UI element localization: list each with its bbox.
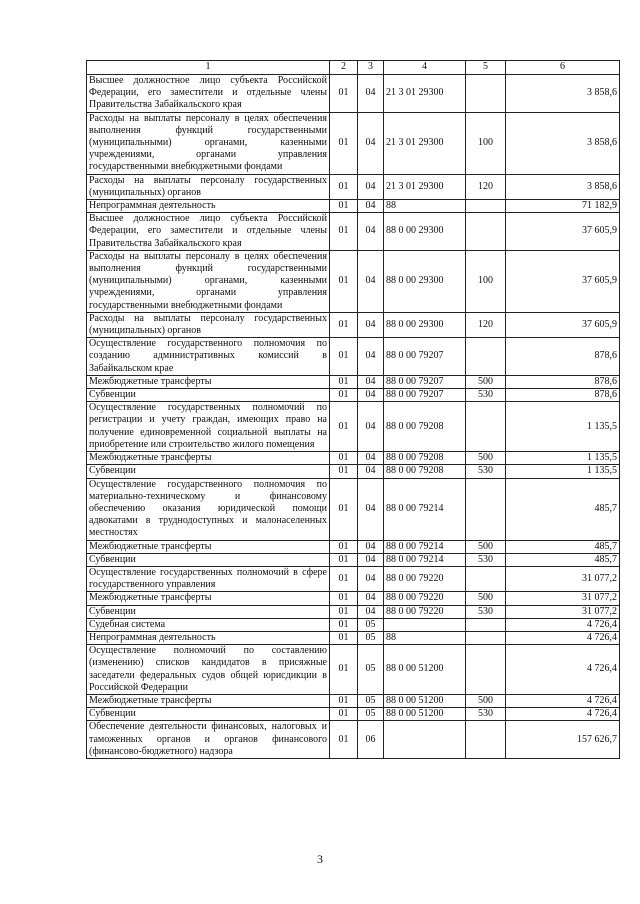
- row-target-article: 88 0 00 79214: [384, 478, 466, 540]
- row-target-article: 88 0 00 29300: [384, 213, 466, 251]
- table-row: [87, 312, 620, 337]
- row-name: Субвенции: [87, 708, 330, 721]
- row-target-article: 88: [384, 631, 466, 644]
- row-subsection: 05: [358, 645, 384, 695]
- row-name: Высшее должностное лицо субъекта Российской Федерации, его заместители и отдельные члены Правительства Забайкальского края: [87, 75, 330, 113]
- page-number: 3: [317, 852, 323, 866]
- row-name: Обеспечение деятельности финансовых, налоговых и таможенных органов и органов финансового (финансово-бюджетного) надзора: [87, 721, 330, 759]
- row-amount: 37 605,9: [506, 250, 620, 312]
- row-name: Расходы на выплаты персоналу в целях обеспечения выполнения функций государственными (муниципальными) органами, казенными учреждениями, органами управления государственными внебюджетными фондами: [87, 112, 330, 174]
- row-target-article: 88 0 00 29300: [384, 312, 466, 337]
- row-expense-type: 500: [466, 592, 506, 605]
- row-target-article: 21 3 01 29300: [384, 174, 466, 199]
- row-target-article: 88 0 00 79208: [384, 452, 466, 465]
- table-row: [87, 402, 620, 452]
- row-subsection: 06: [358, 721, 384, 759]
- row-amount: 3 858,6: [506, 112, 620, 174]
- column-header-6: 6: [506, 61, 620, 75]
- table-row: [87, 465, 620, 478]
- row-subsection: 04: [358, 174, 384, 199]
- row-amount: 4 726,4: [506, 631, 620, 644]
- row-target-article: 88 0 00 79214: [384, 540, 466, 553]
- row-section: 01: [330, 694, 358, 707]
- row-amount: 878,6: [506, 389, 620, 402]
- table-row: [87, 631, 620, 644]
- row-name: Непрограммная деятельность: [87, 200, 330, 213]
- row-target-article: 88 0 00 79220: [384, 592, 466, 605]
- row-amount: 878,6: [506, 375, 620, 388]
- row-subsection: 04: [358, 566, 384, 591]
- row-section: 01: [330, 721, 358, 759]
- table-row: [87, 721, 620, 759]
- row-section: 01: [330, 465, 358, 478]
- row-expense-type: 530: [466, 708, 506, 721]
- row-section: 01: [330, 312, 358, 337]
- row-name: Межбюджетные трансферты: [87, 452, 330, 465]
- row-subsection: 04: [358, 312, 384, 337]
- row-name: Межбюджетные трансферты: [87, 540, 330, 553]
- row-name: Судебная система: [87, 618, 330, 631]
- row-target-article: 88 0 00 79208: [384, 465, 466, 478]
- table-row: [87, 200, 620, 213]
- header-row: [87, 61, 620, 75]
- table-row: [87, 618, 620, 631]
- row-expense-type: [466, 631, 506, 644]
- row-amount: 4 726,4: [506, 694, 620, 707]
- row-section: 01: [330, 174, 358, 199]
- row-expense-type: 530: [466, 605, 506, 618]
- row-target-article: 88 0 00 79214: [384, 553, 466, 566]
- row-name: Межбюджетные трансферты: [87, 375, 330, 388]
- row-subsection: 05: [358, 694, 384, 707]
- row-name: Межбюджетные трансферты: [87, 592, 330, 605]
- row-subsection: 04: [358, 465, 384, 478]
- row-name: Осуществление государственных полномочий в сфере государственного управления: [87, 566, 330, 591]
- row-name: Осуществление государственных полномочий по регистрации и учету граждан, имеющих право на получение единовременной социальной выплаты на приобретение или строительство жилого помещения: [87, 402, 330, 452]
- row-expense-type: [466, 478, 506, 540]
- row-name: Субвенции: [87, 605, 330, 618]
- row-expense-type: [466, 566, 506, 591]
- row-section: 01: [330, 75, 358, 113]
- table-row: [87, 645, 620, 695]
- row-section: 01: [330, 540, 358, 553]
- row-amount: 485,7: [506, 553, 620, 566]
- row-target-article: 88 0 00 79207: [384, 338, 466, 376]
- row-amount: 37 605,9: [506, 213, 620, 251]
- row-subsection: 04: [358, 250, 384, 312]
- row-section: 01: [330, 618, 358, 631]
- table-row: [87, 338, 620, 376]
- row-amount: 1 135,5: [506, 465, 620, 478]
- row-name: Межбюджетные трансферты: [87, 694, 330, 707]
- row-subsection: 04: [358, 605, 384, 618]
- row-expense-type: 530: [466, 465, 506, 478]
- row-name: Высшее должностное лицо субъекта Российской Федерации, его заместители и отдельные члены Правительства Забайкальского края: [87, 213, 330, 251]
- column-header-4: 4: [384, 61, 466, 75]
- row-subsection: 04: [358, 338, 384, 376]
- row-amount: 878,6: [506, 338, 620, 376]
- row-section: 01: [330, 250, 358, 312]
- row-name: Субвенции: [87, 465, 330, 478]
- table-row: [87, 75, 620, 113]
- row-target-article: 88: [384, 200, 466, 213]
- row-amount: 3 858,6: [506, 174, 620, 199]
- row-amount: 1 135,5: [506, 452, 620, 465]
- row-amount: 71 182,9: [506, 200, 620, 213]
- row-target-article: 88 0 00 79208: [384, 402, 466, 452]
- row-section: 01: [330, 213, 358, 251]
- table-row: [87, 478, 620, 540]
- row-target-article: 88 0 00 51200: [384, 694, 466, 707]
- row-amount: 37 605,9: [506, 312, 620, 337]
- row-section: 01: [330, 592, 358, 605]
- row-name: Непрограммная деятельность: [87, 631, 330, 644]
- row-name: Расходы на выплаты персоналу в целях обеспечения выполнения функций государственными (муниципальными) органами, казенными учреждениями, органами управления государственными внебюджетными фондами: [87, 250, 330, 312]
- row-amount: 3 858,6: [506, 75, 620, 113]
- row-section: 01: [330, 375, 358, 388]
- row-expense-type: [466, 75, 506, 113]
- row-amount: 1 135,5: [506, 402, 620, 452]
- column-header-5: 5: [466, 61, 506, 75]
- table-row: [87, 708, 620, 721]
- row-amount: 157 626,7: [506, 721, 620, 759]
- row-expense-type: 100: [466, 112, 506, 174]
- row-target-article: [384, 618, 466, 631]
- row-name: Расходы на выплаты персоналу государственных (муниципальных) органов: [87, 174, 330, 199]
- row-amount: 485,7: [506, 540, 620, 553]
- row-subsection: 04: [358, 452, 384, 465]
- row-expense-type: 500: [466, 540, 506, 553]
- row-expense-type: 530: [466, 553, 506, 566]
- table-row: [87, 250, 620, 312]
- row-amount: 4 726,4: [506, 708, 620, 721]
- table-row: [87, 174, 620, 199]
- row-expense-type: 500: [466, 452, 506, 465]
- row-target-article: 21 3 01 29300: [384, 75, 466, 113]
- row-subsection: 04: [358, 200, 384, 213]
- row-subsection: 04: [358, 213, 384, 251]
- row-subsection: 04: [358, 75, 384, 113]
- row-section: 01: [330, 553, 358, 566]
- row-subsection: 05: [358, 618, 384, 631]
- row-amount: 485,7: [506, 478, 620, 540]
- row-target-article: 21 3 01 29300: [384, 112, 466, 174]
- row-subsection: 04: [358, 540, 384, 553]
- row-expense-type: 120: [466, 312, 506, 337]
- row-amount: 4 726,4: [506, 618, 620, 631]
- row-expense-type: 530: [466, 389, 506, 402]
- row-section: 01: [330, 338, 358, 376]
- row-section: 01: [330, 389, 358, 402]
- row-amount: 4 726,4: [506, 645, 620, 695]
- row-name: Осуществление государственного полномочия по материально-техническому и финансовому обеспечению оказания юридической помощи адвокатами в труднодоступных и малонаселенных местностях: [87, 478, 330, 540]
- table-row: [87, 213, 620, 251]
- row-amount: 31 077,2: [506, 592, 620, 605]
- row-target-article: 88 0 00 79220: [384, 566, 466, 591]
- row-subsection: 04: [358, 553, 384, 566]
- column-header-3: 3: [358, 61, 384, 75]
- row-expense-type: [466, 200, 506, 213]
- row-name: Расходы на выплаты персоналу государственных (муниципальных) органов: [87, 312, 330, 337]
- row-expense-type: [466, 618, 506, 631]
- table-row: [87, 566, 620, 591]
- row-target-article: 88 0 00 29300: [384, 250, 466, 312]
- row-name: Субвенции: [87, 553, 330, 566]
- row-name: Осуществление государственного полномочия по созданию административных комиссий в Забайкальском крае: [87, 338, 330, 376]
- row-subsection: 04: [358, 402, 384, 452]
- row-target-article: 88 0 00 79207: [384, 389, 466, 402]
- row-expense-type: [466, 645, 506, 695]
- table-row: [87, 553, 620, 566]
- table-row: [87, 540, 620, 553]
- row-subsection: 04: [358, 592, 384, 605]
- row-expense-type: 500: [466, 694, 506, 707]
- row-target-article: 88 0 00 79220: [384, 605, 466, 618]
- table-row: [87, 694, 620, 707]
- row-subsection: 05: [358, 631, 384, 644]
- column-header-1: 1: [87, 61, 330, 75]
- row-subsection: 04: [358, 375, 384, 388]
- row-subsection: 04: [358, 112, 384, 174]
- row-target-article: [384, 721, 466, 759]
- row-expense-type: 500: [466, 375, 506, 388]
- row-name: Субвенции: [87, 389, 330, 402]
- column-header-2: 2: [330, 61, 358, 75]
- row-section: 01: [330, 112, 358, 174]
- row-section: 01: [330, 645, 358, 695]
- row-section: 01: [330, 631, 358, 644]
- row-expense-type: [466, 402, 506, 452]
- row-section: 01: [330, 478, 358, 540]
- table-row: [87, 592, 620, 605]
- row-target-article: 88 0 00 79207: [384, 375, 466, 388]
- row-subsection: 04: [358, 478, 384, 540]
- row-expense-type: 100: [466, 250, 506, 312]
- row-target-article: 88 0 00 51200: [384, 708, 466, 721]
- row-amount: 31 077,2: [506, 566, 620, 591]
- row-subsection: 04: [358, 389, 384, 402]
- row-expense-type: [466, 721, 506, 759]
- row-amount: 31 077,2: [506, 605, 620, 618]
- table-row: [87, 389, 620, 402]
- row-subsection: 05: [358, 708, 384, 721]
- row-expense-type: 120: [466, 174, 506, 199]
- row-expense-type: [466, 338, 506, 376]
- row-section: 01: [330, 708, 358, 721]
- table-row: [87, 452, 620, 465]
- row-section: 01: [330, 605, 358, 618]
- table-body: [87, 75, 620, 759]
- row-target-article: 88 0 00 51200: [384, 645, 466, 695]
- row-name: Осуществление полномочий по составлению (изменению) списков кандидатов в присяжные заседатели федеральных судов общей юрисдикции в Российской Федерации: [87, 645, 330, 695]
- budget-table: [86, 60, 620, 759]
- table-row: [87, 375, 620, 388]
- table-row: [87, 112, 620, 174]
- row-expense-type: [466, 213, 506, 251]
- row-section: 01: [330, 452, 358, 465]
- row-section: 01: [330, 566, 358, 591]
- row-section: 01: [330, 200, 358, 213]
- row-section: 01: [330, 402, 358, 452]
- table-row: [87, 605, 620, 618]
